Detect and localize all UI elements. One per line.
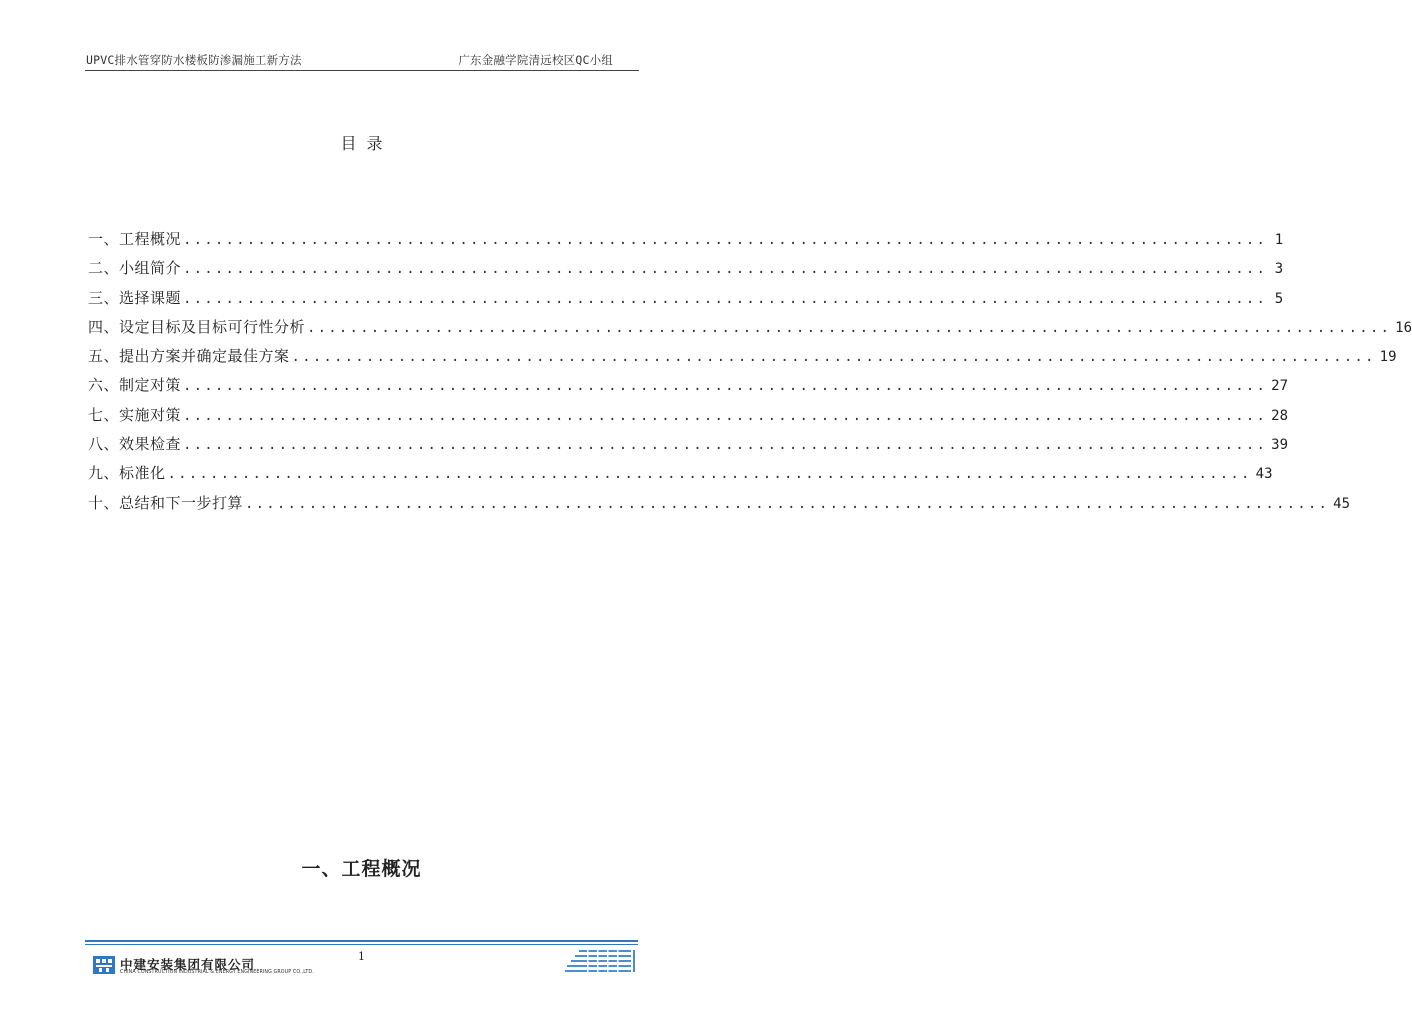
toc-entry-page: 16 — [1395, 319, 1412, 336]
toc-entry-page: 45 — [1333, 495, 1351, 512]
toc-entry-page: 27 — [1271, 378, 1289, 395]
toc-entry-label: 十、总结和下一步打算 — [88, 493, 244, 512]
toc-entry-label: 五、提出方案并确定最佳方案 — [88, 347, 290, 366]
toc-entry[interactable] — [88, 229, 1284, 258]
toc-leader-dots: ...................................................................................................... — [245, 495, 1330, 512]
header-team-name: 广东金融学院清远校区QC小组 — [458, 53, 613, 67]
toc-entry-page: 39 — [1271, 437, 1289, 454]
toc-entry[interactable] — [88, 288, 1284, 317]
toc-entry-label: 一、工程概况 — [88, 230, 182, 248]
toc-entry-label: 七、实施对策 — [88, 405, 182, 424]
table-of-contents — [88, 229, 1412, 522]
company-name: 中建安装集团有限公司 — [120, 957, 256, 972]
toc-entry[interactable] — [88, 317, 1412, 346]
toc-entry-label: 六、制定对策 — [88, 376, 182, 395]
toc-leader-dots: ...................................................................................................... — [183, 232, 1268, 248]
toc-entry-page: 1 — [1274, 232, 1284, 248]
header-document-title: UPVC排水管穿防水楼板防渗漏施工新方法 — [86, 53, 302, 67]
page-number: 1 — [358, 950, 365, 963]
stacked-lines-logo-icon — [565, 948, 637, 974]
toc-entry-label: 九、标准化 — [88, 464, 166, 483]
toc-entry[interactable] — [88, 258, 1284, 287]
toc-leader-dots: ...................................................................................................... — [183, 290, 1268, 307]
toc-leader-dots: ...................................................................................................... — [183, 437, 1268, 454]
toc-entry-label: 二、小组简介 — [88, 259, 182, 278]
toc-title: 目录 — [340, 134, 393, 153]
toc-entry[interactable] — [88, 493, 1351, 522]
toc-entry-page: 28 — [1271, 407, 1289, 424]
page-header — [85, 52, 639, 71]
section-heading: 一、工程概况 — [301, 858, 422, 880]
toc-leader-dots: ...................................................................................................... — [307, 319, 1392, 336]
toc-entry-label: 八、效果检查 — [88, 435, 182, 454]
cscec-logo-icon — [93, 956, 115, 974]
toc-leader-dots: ...................................................................................................... — [183, 378, 1268, 395]
toc-leader-dots: ...................................................................................................... — [167, 466, 1252, 483]
toc-entry-page: 19 — [1379, 349, 1397, 366]
toc-entry-label: 四、设定目标及目标可行性分析 — [88, 317, 306, 336]
toc-entry[interactable] — [88, 346, 1397, 375]
toc-leader-dots: ...................................................................................................... — [291, 349, 1376, 366]
toc-entry[interactable] — [88, 434, 1289, 463]
toc-entry[interactable] — [88, 405, 1289, 434]
footer-divider — [85, 940, 638, 942]
toc-entry-page: 5 — [1274, 290, 1284, 307]
toc-entry[interactable] — [88, 375, 1289, 404]
toc-entry-page: 43 — [1255, 466, 1273, 483]
toc-entry[interactable] — [88, 463, 1273, 492]
company-name-english: CHINA CONSTRUCTION INDUSTRIAL & ENERGY ENGINEERING GROUP CO.,LTD. — [120, 970, 314, 975]
toc-leader-dots: ...................................................................................................... — [183, 261, 1268, 278]
footer-divider-thin — [85, 944, 638, 945]
toc-leader-dots: ...................................................................................................... — [183, 407, 1268, 424]
toc-entry-label: 三、选择课题 — [88, 288, 182, 307]
toc-entry-page: 3 — [1274, 261, 1284, 278]
